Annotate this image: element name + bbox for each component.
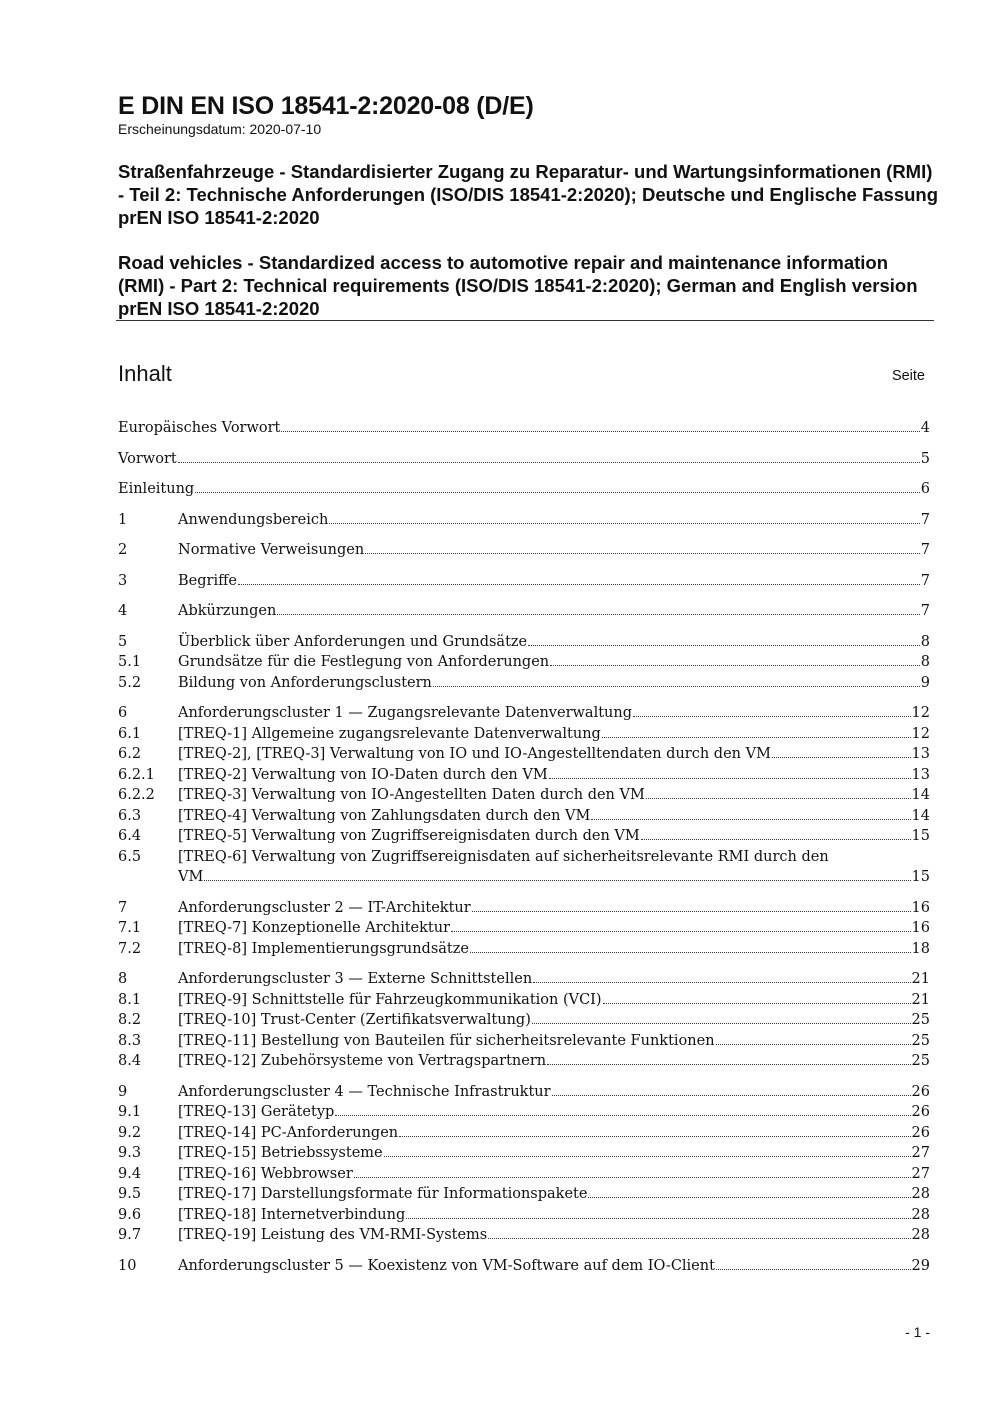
toc-entry-page: 5 [920, 450, 930, 467]
toc-entry-title: Anforderungscluster 3 — Externe Schnittstellen [178, 971, 533, 987]
toc-entry-page: 12 [911, 725, 930, 742]
toc-entry-title: [TREQ-14] PC-Anforderungen [178, 1124, 399, 1141]
toc-entry-10[interactable] [118, 1256, 930, 1277]
toc-entry-number: 6 [118, 705, 128, 721]
toc-entry-number: 5.1 [118, 654, 142, 670]
toc-entry-number: 9.7 [118, 1227, 142, 1243]
toc-entry-title: Abkürzungen [178, 603, 277, 619]
toc-entry-title-continuation: VM [178, 869, 204, 885]
toc-entry-6-1[interactable] [118, 724, 930, 745]
toc-entry-page: 7 [920, 542, 930, 558]
toc-entry-number: 9.2 [118, 1124, 142, 1141]
toc-entry-number: 6.4 [118, 828, 142, 844]
toc-entry-page: 16 [911, 920, 930, 936]
toc-entry-title: [TREQ-3] Verwaltung von IO-Angestellten Daten durch den VM [178, 787, 645, 803]
toc-entry-page: 8 [920, 654, 930, 670]
toc-entry-page: 4 [920, 420, 930, 436]
toc-entry-6-5[interactable] [118, 847, 930, 888]
toc-entry-page: 28 [911, 1186, 930, 1202]
toc-entry-8-2[interactable] [118, 1010, 930, 1031]
toc-entry-number: 8.1 [118, 991, 142, 1008]
english-title: Road vehicles - Standardized access to automotive repair and maintenance information (RMI) - Part 2: Technical requirements (ISO/DIS 18541-2:2020); German and English version prEN ISO 18541-2:2020 [118, 252, 918, 319]
toc-entry-page: 26 [911, 1104, 930, 1120]
toc-entry-number: 9.5 [118, 1186, 142, 1202]
toc-entry-page: 18 [911, 940, 930, 957]
toc-leader-dots [470, 952, 911, 953]
toc-entry-number: 6.5 [118, 848, 142, 865]
toc-entry-page: 28 [911, 1227, 930, 1243]
toc-leader-dots [451, 931, 911, 932]
toc-entry-title: Anforderungscluster 5 — Koexistenz von VM-Software auf dem IO-Client [178, 1257, 715, 1274]
toc-leader-dots [547, 1064, 910, 1065]
toc-entry-9-3[interactable] [118, 1143, 930, 1164]
toc-entry-8[interactable] [118, 969, 930, 990]
toc-entry-1[interactable] [118, 510, 930, 531]
toc-leader-dots [602, 737, 911, 738]
toc-leader-dots [329, 523, 919, 524]
toc-leader-dots [641, 839, 911, 840]
toc-entry-number: 6.2 [118, 746, 142, 762]
toc-entry-page: 7 [920, 603, 930, 619]
toc-entry-title: [TREQ-16] Webbrowser [178, 1165, 353, 1182]
toc-entry-page: 7 [920, 572, 930, 589]
toc-entry-page: 16 [911, 899, 930, 916]
toc-entry-number: 8.2 [118, 1012, 142, 1028]
toc-entry-number: 7.2 [118, 940, 142, 957]
toc-entry-title: Überblick über Anforderungen und Grundsätze [178, 633, 528, 650]
toc-entry-6[interactable] [118, 703, 930, 724]
toc-entry-title: Einleitung [118, 481, 195, 497]
toc-entry-page: 26 [911, 1124, 930, 1141]
toc-entry-page: 27 [911, 1145, 930, 1161]
toc-entry-europaeisches-vorwort[interactable] [118, 418, 930, 439]
toc-entry-page: 14 [911, 787, 930, 803]
toc-leader-dots [399, 1136, 910, 1137]
toc-entry-page: 27 [911, 1165, 930, 1182]
toc-entry-title: [TREQ-8] Implementierungsgrundsätze [178, 940, 469, 957]
toc-entry-title: Vorwort [118, 450, 177, 467]
toc-entry-title: [TREQ-6] Verwaltung von Zugriffsereignisdaten auf sicherheitsrelevante RMI durch den [178, 848, 829, 865]
toc-leader-dots [588, 1197, 910, 1198]
toc-entry-title: [TREQ-11] Bestellung von Bauteilen für sicherheitsrelevante Funktionen [178, 1032, 715, 1049]
toc-entry-title: [TREQ-7] Konzeptionelle Architektur [178, 920, 451, 936]
toc-entry-8-4[interactable] [118, 1051, 930, 1072]
toc-entry-6-2-2[interactable] [118, 785, 930, 806]
toc-entry-title: Anforderungscluster 1 — Zugangsrelevante Datenverwaltung [178, 705, 632, 721]
toc-entry-number: 9 [118, 1083, 128, 1100]
toc-entry-title: Anforderungscluster 4 — Technische Infrastruktur [178, 1083, 551, 1100]
toc-leader-dots [549, 778, 911, 779]
toc-entry-9-2[interactable] [118, 1123, 930, 1144]
toc-entry-5-2[interactable] [118, 673, 930, 694]
toc-leader-dots [532, 1023, 911, 1024]
toc-entry-number: 8.3 [118, 1032, 142, 1049]
toc-entry-page: 21 [911, 971, 930, 987]
toc-entry-title: [TREQ-1] Allgemeine zugangsrelevante Datenverwaltung [178, 725, 601, 742]
toc-entry-title: [TREQ-2] Verwaltung von IO-Daten durch den VM [178, 766, 548, 783]
toc-entry-title: [TREQ-17] Darstellungsformate für Informationspakete [178, 1186, 588, 1202]
toc-entry-title: [TREQ-9] Schnittstelle für Fahrzeugkommunikation (VCI) [178, 991, 602, 1008]
toc-entry-number: 5 [118, 633, 128, 650]
toc-leader-dots [646, 798, 911, 799]
toc-entry-page: 29 [911, 1257, 930, 1274]
toc-entry-9-1[interactable] [118, 1102, 930, 1123]
toc-entry-9-7[interactable] [118, 1225, 930, 1246]
toc-leader-dots [365, 553, 920, 554]
toc-entry-number: 6.2.1 [118, 766, 155, 783]
toc-entry-title: [TREQ-13] Gerätetyp [178, 1104, 335, 1120]
toc-entry-number: 6.2.2 [118, 787, 155, 803]
toc-entry-page: 26 [911, 1083, 930, 1100]
toc-leader-dots [204, 880, 910, 881]
toc-entry-number: 9.1 [118, 1104, 142, 1120]
toc-entry-9-4[interactable] [118, 1164, 930, 1185]
toc-leader-dots [472, 911, 911, 912]
toc-leader-dots [354, 1177, 911, 1178]
toc-leader-dots [716, 1044, 911, 1045]
toc-leader-dots [281, 431, 919, 432]
toc-entry-number: 8.4 [118, 1053, 142, 1069]
toc-leader-dots [528, 645, 920, 646]
toc-entry-title: Normative Verweisungen [178, 542, 365, 558]
toc-entry-page: 28 [911, 1206, 930, 1223]
toc-entry-number: 7.1 [118, 920, 142, 936]
toc-entry-6-3[interactable] [118, 806, 930, 827]
toc-entry-number: 7 [118, 899, 128, 916]
toc-entry-title: [TREQ-10] Trust-Center (Zertifikatsverwaltung) [178, 1012, 531, 1028]
toc-entry-number: 6.3 [118, 807, 142, 824]
toc-leader-dots [406, 1218, 910, 1219]
toc-entry-page: 21 [911, 991, 930, 1008]
toc-entry-page: 8 [920, 633, 930, 650]
toc-entry-8-3[interactable] [118, 1031, 930, 1052]
toc-entry-number: 4 [118, 603, 128, 619]
toc-entry-9-6[interactable] [118, 1205, 930, 1226]
toc-entry-title: [TREQ-4] Verwaltung von Zahlungsdaten durch den VM [178, 807, 591, 824]
toc-entry-number: 8 [118, 971, 128, 987]
toc-entry-page: 7 [920, 511, 930, 528]
toc-leader-dots [716, 1269, 911, 1270]
toc-entry-number: 2 [118, 542, 128, 558]
toc-entry-vorwort[interactable] [118, 449, 930, 470]
toc-entry-title: Anwendungsbereich [178, 511, 329, 528]
toc-entry-number: 6.1 [118, 725, 142, 742]
toc-entry-6-2-1[interactable] [118, 765, 930, 786]
page-number: - 1 - [905, 1324, 930, 1340]
toc-leader-dots [633, 716, 911, 717]
toc-entry-6-4[interactable] [118, 826, 930, 847]
toc-leader-dots [550, 665, 920, 666]
toc-leader-dots [277, 614, 919, 615]
toc-entry-page: 9 [920, 674, 930, 691]
toc-entry-title: [TREQ-5] Verwaltung von Zugriffsereignisdaten durch den VM [178, 828, 640, 844]
title-divider [116, 320, 934, 321]
toc-entry-7-2[interactable] [118, 939, 930, 960]
toc-entry-number: 10 [118, 1257, 137, 1274]
toc-entry-page: 25 [911, 1012, 930, 1028]
toc-entry-4[interactable] [118, 601, 930, 622]
toc-entry-2[interactable] [118, 540, 930, 561]
toc-entry-title: [TREQ-12] Zubehörsysteme von Vertragspartnern [178, 1053, 547, 1069]
table-of-contents [118, 418, 930, 1276]
toc-entry-7[interactable] [118, 898, 930, 919]
toc-entry-title: Anforderungscluster 2 — IT-Architektur [178, 899, 471, 916]
toc-entry-page: 13 [911, 766, 930, 783]
toc-entry-8-1[interactable] [118, 990, 930, 1011]
toc-entry-page: 6 [920, 481, 930, 497]
toc-entry-title: Grundsätze für die Festlegung von Anforderungen [178, 654, 550, 670]
toc-entry-3[interactable] [118, 571, 930, 592]
toc-entry-number: 1 [118, 511, 128, 528]
toc-leader-dots [603, 1003, 911, 1004]
toc-entry-page: 13 [911, 746, 930, 762]
toc-entry-number: 5.2 [118, 674, 142, 691]
toc-entry-9-5[interactable] [118, 1184, 930, 1205]
toc-entry-title: Bildung von Anforderungsclustern [178, 674, 432, 691]
toc-leader-dots [433, 686, 920, 687]
toc-entry-title: [TREQ-19] Leistung des VM-RMI-Systems [178, 1227, 488, 1243]
toc-entry-number: 9.6 [118, 1206, 142, 1223]
toc-leader-dots [335, 1115, 910, 1116]
toc-leader-dots [488, 1238, 910, 1239]
toc-leader-dots [178, 462, 920, 463]
toc-entry-number: 3 [118, 572, 128, 589]
toc-leader-dots [552, 1095, 911, 1096]
toc-leader-dots [591, 819, 910, 820]
toc-page-column-label: Seite [891, 368, 925, 384]
toc-entry-einleitung[interactable] [118, 479, 930, 500]
toc-entry-title: [TREQ-18] Internetverbindung [178, 1206, 406, 1223]
toc-entry-page: 15 [911, 828, 930, 844]
toc-entry-title: [TREQ-2], [TREQ-3] Verwaltung von IO und IO-Angestelltendaten durch den VM [178, 746, 771, 762]
toc-entry-number: 9.4 [118, 1165, 142, 1182]
toc-entry-7-1[interactable] [118, 918, 930, 939]
document-title: E DIN EN ISO 18541-2:2020-08 (D/E) [118, 92, 534, 120]
toc-entry-number: 9.3 [118, 1145, 142, 1161]
toc-leader-dots [533, 982, 910, 983]
toc-entry-page: 12 [911, 705, 930, 721]
toc-heading: Inhalt [118, 361, 172, 386]
toc-entry-page: 14 [911, 807, 930, 824]
toc-entry-page: 15 [911, 869, 930, 885]
toc-entry-page: 25 [911, 1053, 930, 1069]
toc-entry-title: Begriffe [178, 572, 237, 589]
toc-leader-dots [772, 757, 911, 758]
toc-entry-title: [TREQ-15] Betriebssysteme [178, 1145, 383, 1161]
toc-entry-5-1[interactable] [118, 652, 930, 673]
toc-entry-5[interactable] [118, 632, 930, 653]
toc-leader-dots [195, 492, 920, 493]
german-title: Straßenfahrzeuge - Standardisierter Zugang zu Reparatur- und Wartungsinformationen (RMI) - Teil 2: Technische Anforderungen (ISO/DIS 18541-2:2020); Deutsche und Englische Fassung prEN ISO 18541-2:2020 [118, 161, 939, 228]
toc-entry-page: 25 [911, 1032, 930, 1049]
publication-date: Erscheinungsdatum: 2020-07-10 [118, 121, 322, 137]
toc-entry-9[interactable] [118, 1082, 930, 1103]
toc-entry-title: Europäisches Vorwort [118, 420, 281, 436]
toc-leader-dots [238, 584, 920, 585]
toc-leader-dots [384, 1156, 911, 1157]
toc-entry-6-2[interactable] [118, 744, 930, 765]
